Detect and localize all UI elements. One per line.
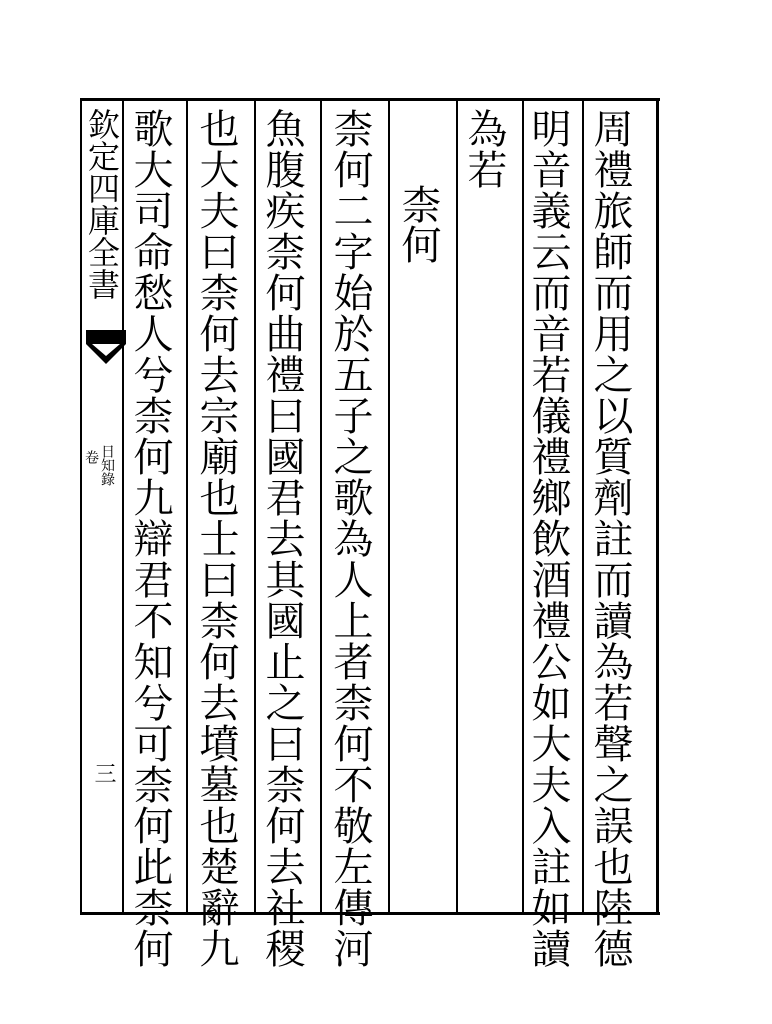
page-number: 三 <box>91 762 116 784</box>
column-rule <box>582 100 584 912</box>
text-column-6: 魚腹疾柰何曲禮曰國君去其國止之曰柰何去社稷 <box>259 108 305 969</box>
text-column-8: 歌大司命愁人兮柰何九辯君不知兮可柰何此柰何 <box>127 108 173 969</box>
column-rule <box>122 100 124 912</box>
text-column-5: 柰何二字始於五子之歌為人上者柰何不敬左傳河 <box>327 108 373 969</box>
text-column-1: 周禮旅師而用之以質劑註而讀為若聲之誤也陸德 <box>587 108 633 969</box>
column-rule <box>456 100 458 912</box>
column-rule <box>320 100 322 912</box>
volume-sub: 卷 <box>83 450 99 464</box>
fish-tail-mark-icon <box>86 330 126 364</box>
frame-top-rule <box>80 98 660 101</box>
column-rule <box>388 100 390 912</box>
frame-right-rule <box>656 98 659 915</box>
frame-left-rule <box>80 98 82 915</box>
text-column-7: 也大夫曰柰何去宗廟也士曰柰何去墳墓也楚辭九 <box>193 108 239 969</box>
text-column-3: 為若 <box>461 108 507 190</box>
text-column-2: 明音義云而音若儀禮鄉飲酒禮公如大夫入註如讀 <box>525 108 571 969</box>
section-heading: 柰何 <box>395 184 441 264</box>
column-rule <box>522 100 524 912</box>
book-title: 欽定四庫全書 <box>83 108 121 300</box>
volume-title: 日知錄 <box>99 444 115 486</box>
column-rule <box>186 100 188 912</box>
column-rule <box>254 100 256 912</box>
